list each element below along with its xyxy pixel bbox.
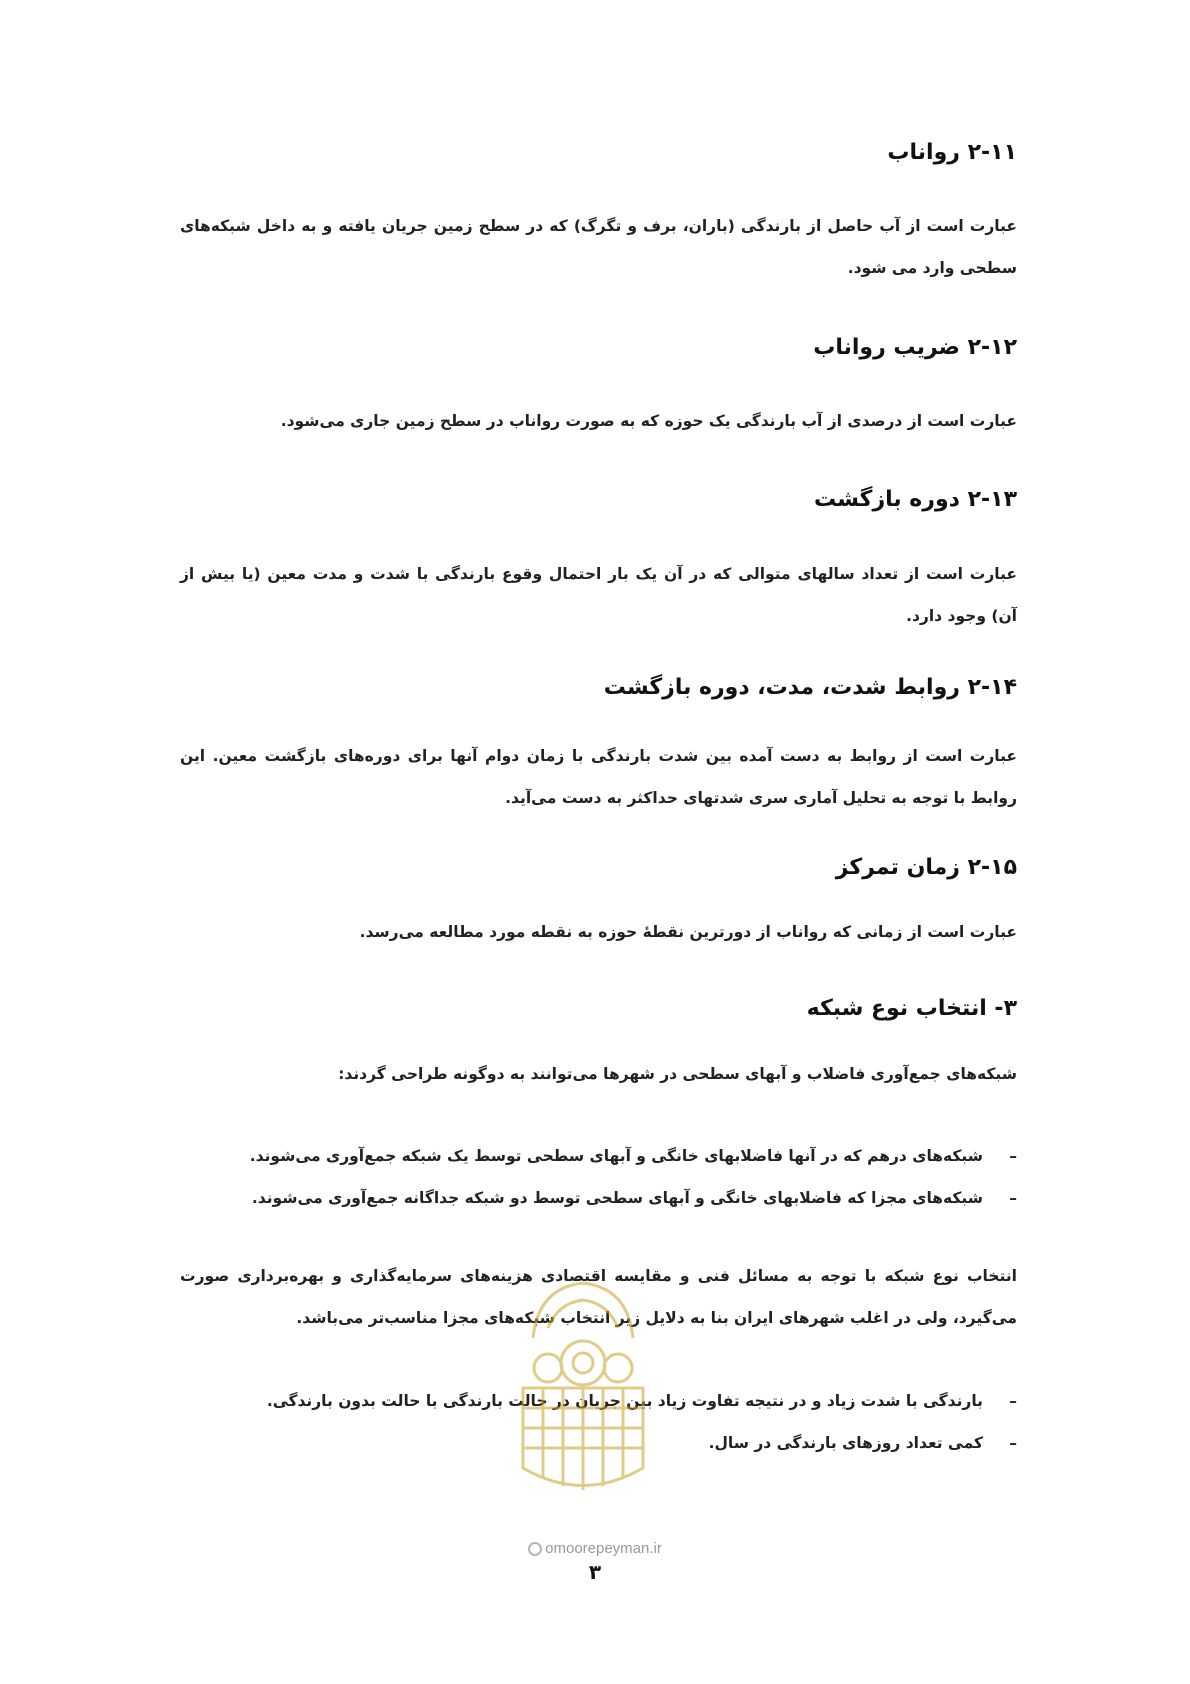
heading-idf-relations: ۲-۱۴ روابط شدت، مدت، دوره بازگشت xyxy=(603,675,1017,700)
list-item-text: بارندگی با شدت زیاد و در نتیجه تفاوت زیاد بین جریان در حالت بارندگی با حالت بدون بارندگی. xyxy=(266,1392,983,1410)
watermark-globe-icon xyxy=(528,1542,542,1556)
paragraph-runoff: عبارت است از آب حاصل از بارندگی (باران، برف و تگرگ) که در سطح زمین جریان یافته و به داخل شبکه‌های سطحی وارد می شود. xyxy=(180,217,1017,277)
list-item-reason-rainy-days xyxy=(180,1422,1017,1464)
list-item-separate-network xyxy=(180,1177,1017,1219)
heading-return-period: ۲-۱۳ دوره بازگشت xyxy=(813,487,1017,512)
paragraph-selection-criteria: انتخاب نوع شبکه با توجه به مسائل فنی و مقایسه اقتصادی هزینه‌های سرمایه‌گذاری و بهره‌برداری صورت می‌گیرد، ولی در اغلب شهرهای ایران بنا به دلایل زیر انتخاب شبکه‌های مجزا مناسب‌تر می‌باشد. xyxy=(180,1267,1017,1327)
bullet-dash: – xyxy=(1009,1189,1017,1207)
heading-concentration-time: ۲-۱۵ زمان تمرکز xyxy=(835,855,1017,880)
list-item-combined-network xyxy=(180,1135,1017,1177)
paragraph-return-period: عبارت است از تعداد سالهای متوالی که در آن یک بار احتمال وقوع بارندگی با شدت و مدت معین (یا بیش از آن) وجود دارد. xyxy=(180,565,1017,625)
watermark-url: omoorepeyman.ir xyxy=(0,1540,1190,1557)
list-item-text: کمی تعداد روزهای بارندگی در سال. xyxy=(708,1434,983,1452)
bullet-dash: – xyxy=(1009,1434,1017,1452)
list-item-text: شبکه‌های مجزا که فاضلابهای خانگی و آبهای سطحی توسط دو شبکه جداگانه جمع‌آوری می‌شوند. xyxy=(251,1189,983,1207)
page-number: ۳ xyxy=(588,1560,602,1584)
paragraph-concentration-time: عبارت است از زمانی که رواناب از دورترین نقطۀ حوزه به نقطه مورد مطالعه می‌رسد. xyxy=(359,923,1017,941)
list-item-text: شبکه‌های درهم که در آنها فاضلابهای خانگی و آبهای سطحی توسط یک شبکه جمع‌آوری می‌شوند. xyxy=(249,1147,983,1165)
paragraph-idf-relations: عبارت است از روابط به دست آمده بین شدت بارندگی با زمان دوام آنها برای دوره‌های بازگشت معین. این روابط با توجه به تحلیل آماری سری شدتهای حداکثر به دست می‌آید. xyxy=(180,747,1017,807)
bullet-dash: – xyxy=(1009,1147,1017,1165)
heading-runoff-coefficient: ۲-۱۲ ضریب رواناب xyxy=(813,335,1017,360)
bullet-dash: – xyxy=(1009,1392,1017,1410)
list-item-reason-intensity xyxy=(180,1380,1017,1422)
paragraph-network-selection: شبکه‌های جمع‌آوری فاضلاب و آبهای سطحی در شهرها می‌توانند به دوگونه طراحی گردند: xyxy=(338,1065,1017,1083)
heading-runoff: ۲-۱۱ رواناب xyxy=(887,140,1017,165)
paragraph-runoff-coefficient: عبارت است از درصدی از آب بارندگی یک حوزه که به صورت رواناب در سطح زمین جاری می‌شود. xyxy=(280,412,1017,430)
heading-network-selection: ۳- انتخاب نوع شبکه xyxy=(806,996,1017,1021)
